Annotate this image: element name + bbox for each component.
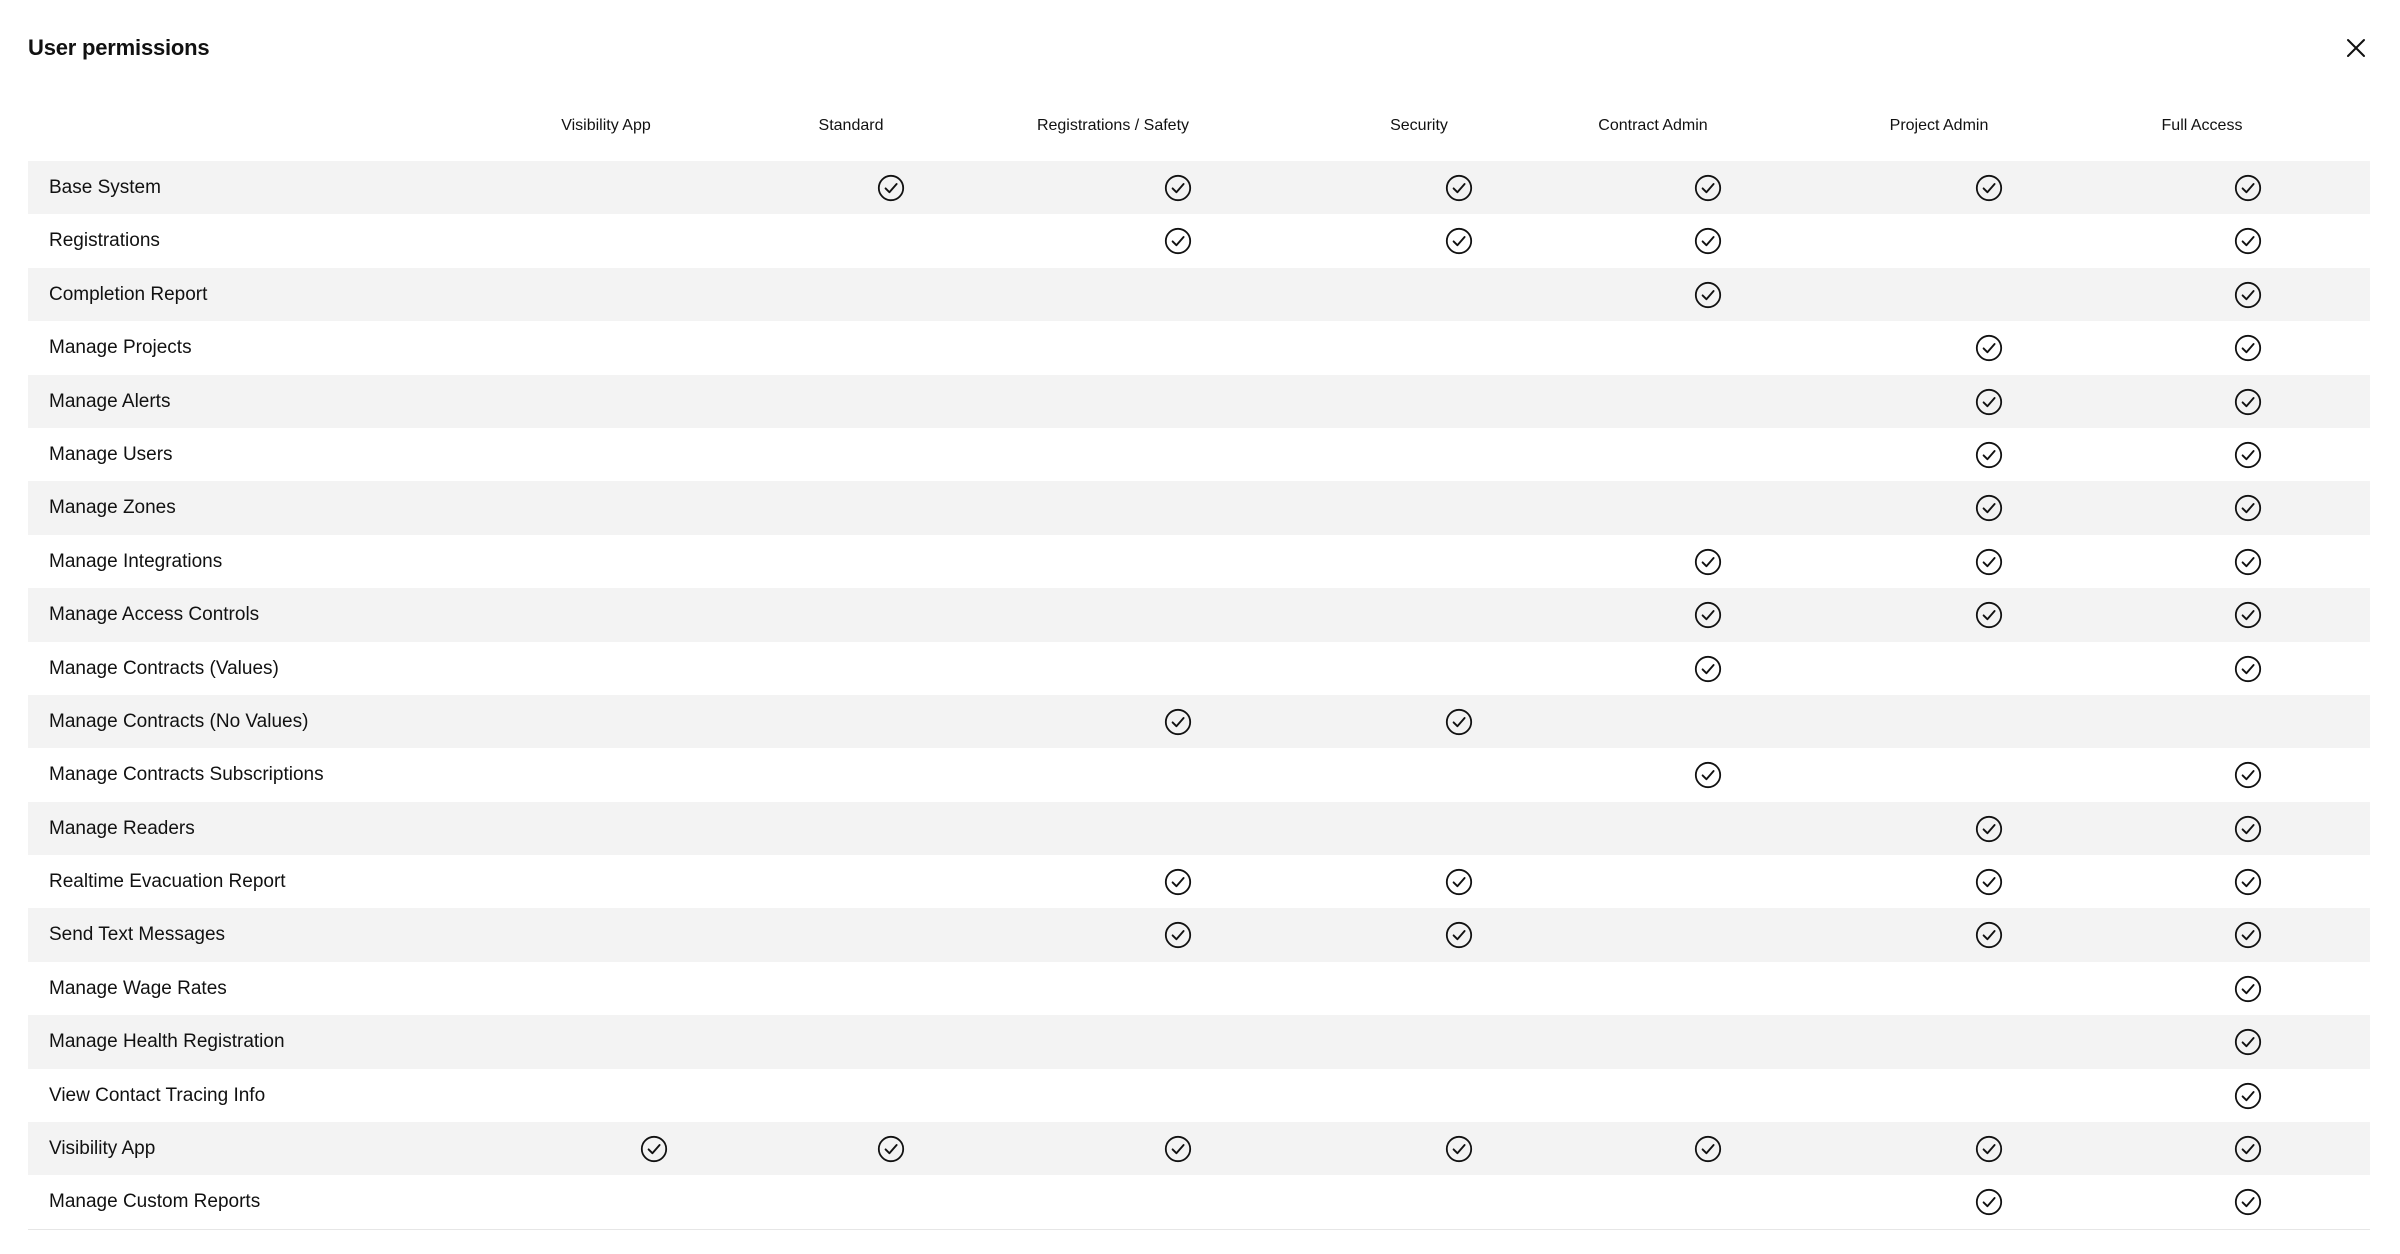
permission-check <box>1694 227 1722 255</box>
table-row <box>28 1015 2370 1068</box>
permission-label: Registrations <box>49 230 160 252</box>
permission-check <box>1445 708 1473 736</box>
permission-check <box>2234 1188 2262 1216</box>
check-circle-icon <box>1975 815 2003 843</box>
check-circle-icon <box>2234 227 2262 255</box>
permission-check <box>2234 548 2262 576</box>
permissions-table-header <box>28 108 2370 144</box>
permission-label: Manage Wage Rates <box>49 977 227 999</box>
permission-label: Manage Health Registration <box>49 1031 285 1053</box>
permission-check <box>2234 174 2262 202</box>
permission-check <box>2234 601 2262 629</box>
permission-label: Manage Contracts (No Values) <box>49 710 309 732</box>
permission-label: Manage Custom Reports <box>49 1191 261 1213</box>
table-row <box>28 1069 2370 1122</box>
column-header-registrations-safety: Registrations / Safety <box>1036 117 1190 134</box>
permission-check <box>2234 388 2262 416</box>
permission-check <box>1694 548 1722 576</box>
permission-check <box>1445 174 1473 202</box>
table-row <box>28 908 2370 961</box>
permission-check <box>1975 921 2003 949</box>
dialog-title: User permissions <box>28 35 210 60</box>
table-row <box>28 214 2370 267</box>
permission-check <box>2234 227 2262 255</box>
table-row <box>28 428 2370 481</box>
permission-label: Completion Report <box>49 283 208 305</box>
permission-check <box>1975 815 2003 843</box>
check-circle-icon <box>2234 1135 2262 1163</box>
permission-label: Manage Integrations <box>49 550 223 572</box>
close-icon <box>2340 32 2372 64</box>
check-circle-icon <box>1975 174 2003 202</box>
column-header-standard: Standard <box>818 117 884 134</box>
column-header-project-admin: Project Admin <box>1889 117 1989 134</box>
permission-check <box>1975 174 2003 202</box>
permission-label: Manage Zones <box>49 497 176 519</box>
permission-check <box>1694 174 1722 202</box>
check-circle-icon <box>1164 708 1192 736</box>
permission-check <box>1975 494 2003 522</box>
permission-check <box>1164 227 1192 255</box>
check-circle-icon <box>1445 708 1473 736</box>
check-circle-icon <box>877 174 905 202</box>
check-circle-icon <box>2234 334 2262 362</box>
permission-check <box>1975 548 2003 576</box>
check-circle-icon <box>2234 388 2262 416</box>
permission-check <box>2234 761 2262 789</box>
table-row <box>28 1175 2370 1229</box>
permission-label: Send Text Messages <box>49 924 226 946</box>
check-circle-icon <box>877 1135 905 1163</box>
permission-check <box>1694 281 1722 309</box>
check-circle-icon <box>2234 1188 2262 1216</box>
permission-check <box>1164 174 1192 202</box>
permission-label: Manage Projects <box>49 337 192 359</box>
check-circle-icon <box>640 1135 668 1163</box>
permission-check <box>1975 868 2003 896</box>
permission-label: Visibility App <box>49 1138 156 1160</box>
permission-label: Manage Access Controls <box>49 604 260 626</box>
check-circle-icon <box>1975 548 2003 576</box>
permission-check <box>2234 1028 2262 1056</box>
check-circle-icon <box>1164 921 1192 949</box>
check-circle-icon <box>2234 441 2262 469</box>
permission-check <box>1445 921 1473 949</box>
check-circle-icon <box>2234 601 2262 629</box>
permission-check <box>1975 441 2003 469</box>
table-row <box>28 268 2370 321</box>
check-circle-icon <box>1975 441 2003 469</box>
check-circle-icon <box>2234 975 2262 1003</box>
permission-check <box>2234 1082 2262 1110</box>
check-circle-icon <box>2234 1028 2262 1056</box>
check-circle-icon <box>1975 1188 2003 1216</box>
permission-label: Realtime Evacuation Report <box>49 871 286 893</box>
permission-check <box>1164 868 1192 896</box>
table-row <box>28 535 2370 588</box>
check-circle-icon <box>2234 655 2262 683</box>
table-row <box>28 802 2370 855</box>
check-circle-icon <box>1694 655 1722 683</box>
check-circle-icon <box>1445 174 1473 202</box>
permission-label: Manage Contracts (Values) <box>49 657 279 679</box>
check-circle-icon <box>1164 174 1192 202</box>
table-row <box>28 161 2370 214</box>
column-header-visibility-app: Visibility App <box>561 117 651 134</box>
check-circle-icon <box>1445 921 1473 949</box>
check-circle-icon <box>1164 227 1192 255</box>
column-header-security: Security <box>1390 117 1448 134</box>
check-circle-icon <box>2234 761 2262 789</box>
table-row <box>28 1122 2370 1175</box>
check-circle-icon <box>1694 548 1722 576</box>
check-circle-icon <box>1445 227 1473 255</box>
permission-check <box>2234 281 2262 309</box>
check-circle-icon <box>1694 601 1722 629</box>
permission-label: Manage Readers <box>49 817 195 839</box>
check-circle-icon <box>1694 761 1722 789</box>
permission-check <box>1975 1135 2003 1163</box>
table-row <box>28 642 2370 695</box>
table-row <box>28 855 2370 908</box>
table-row <box>28 962 2370 1015</box>
table-row <box>28 748 2370 801</box>
check-circle-icon <box>1975 868 2003 896</box>
permission-check <box>2234 868 2262 896</box>
check-circle-icon <box>1975 601 2003 629</box>
permission-check <box>1445 1135 1473 1163</box>
permission-label: View Contact Tracing Info <box>49 1084 266 1106</box>
table-row <box>28 588 2370 641</box>
permission-label: Base System <box>49 177 161 198</box>
check-circle-icon <box>1445 1135 1473 1163</box>
check-circle-icon <box>2234 1082 2262 1110</box>
table-row <box>28 481 2370 534</box>
check-circle-icon <box>2234 815 2262 843</box>
permission-label: Manage Users <box>49 443 173 465</box>
check-circle-icon <box>2234 548 2262 576</box>
permission-check <box>1975 1188 2003 1216</box>
permission-check <box>2234 494 2262 522</box>
table-row <box>28 321 2370 374</box>
permission-label: Manage Contracts Subscriptions <box>49 764 324 786</box>
check-circle-icon <box>1694 1135 1722 1163</box>
table-row <box>28 695 2370 748</box>
check-circle-icon <box>1164 868 1192 896</box>
table-row <box>28 375 2370 428</box>
check-circle-icon <box>2234 921 2262 949</box>
check-circle-icon <box>2234 868 2262 896</box>
check-circle-icon <box>1445 868 1473 896</box>
check-circle-icon <box>1975 494 2003 522</box>
column-header-full-access: Full Access <box>2161 117 2243 134</box>
permission-check <box>2234 921 2262 949</box>
permission-check <box>1694 761 1722 789</box>
permission-check <box>1164 708 1192 736</box>
permission-check <box>1164 1135 1192 1163</box>
permission-check <box>1445 868 1473 896</box>
permission-check <box>2234 441 2262 469</box>
permissions-table-body <box>28 161 2370 1230</box>
permission-check <box>1694 601 1722 629</box>
permission-check <box>2234 815 2262 843</box>
check-circle-icon <box>1164 1135 1192 1163</box>
check-circle-icon <box>1694 227 1722 255</box>
permission-check <box>2234 975 2262 1003</box>
check-circle-icon <box>1694 281 1722 309</box>
permission-check <box>1975 334 2003 362</box>
close-button[interactable] <box>2340 32 2372 64</box>
check-circle-icon <box>1975 921 2003 949</box>
permission-check <box>1164 921 1192 949</box>
check-circle-icon <box>2234 494 2262 522</box>
permission-check <box>1975 601 2003 629</box>
permission-check <box>1445 227 1473 255</box>
permission-check <box>877 1135 905 1163</box>
permission-check <box>1694 1135 1722 1163</box>
check-circle-icon <box>2234 281 2262 309</box>
check-circle-icon <box>1694 174 1722 202</box>
check-circle-icon <box>1975 388 2003 416</box>
permission-check <box>640 1135 668 1163</box>
check-circle-icon <box>1975 1135 2003 1163</box>
permission-check <box>1694 655 1722 683</box>
permission-check <box>2234 1135 2262 1163</box>
permission-check <box>2234 655 2262 683</box>
column-header-contract-admin: Contract Admin <box>1598 117 1708 134</box>
permission-check <box>877 174 905 202</box>
permission-check <box>1975 388 2003 416</box>
check-circle-icon <box>1975 334 2003 362</box>
permission-check <box>2234 334 2262 362</box>
permission-label: Manage Alerts <box>49 390 171 412</box>
check-circle-icon <box>2234 174 2262 202</box>
